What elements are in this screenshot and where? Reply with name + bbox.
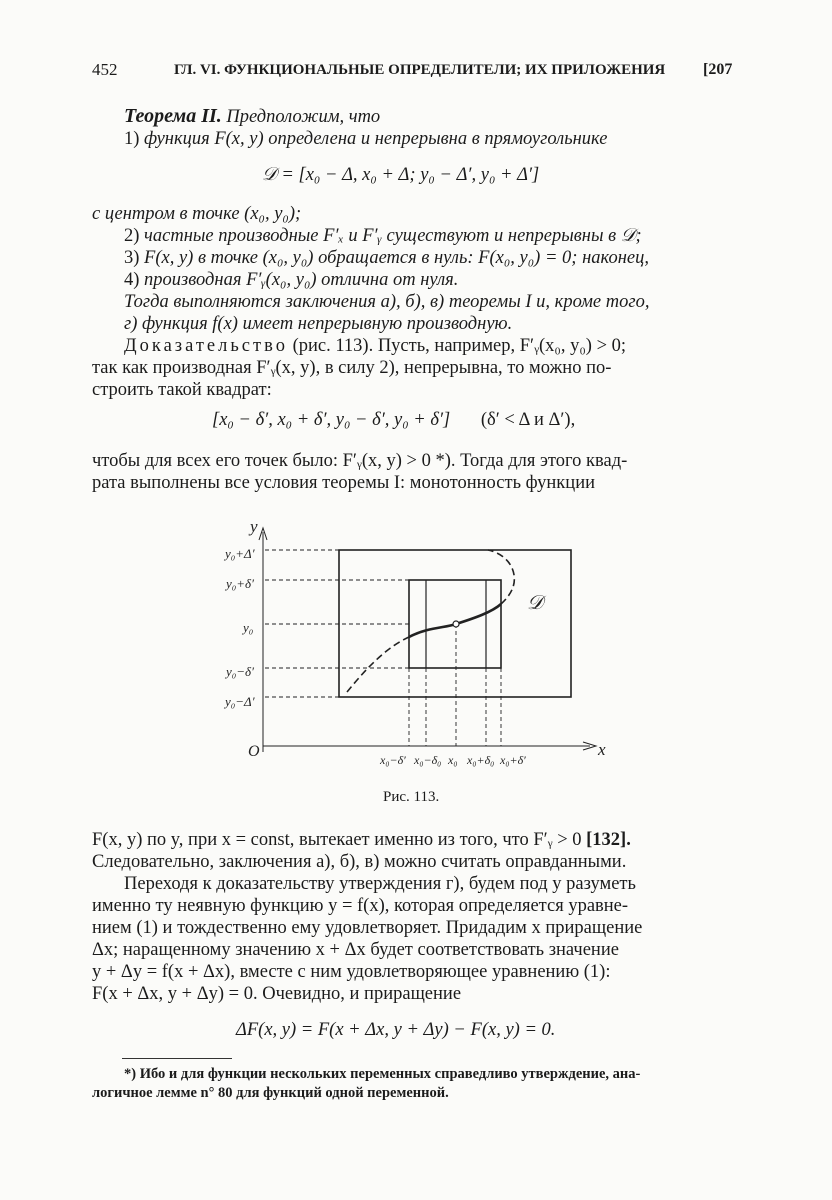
section-number: [207: [703, 61, 733, 78]
proof-line-4: чтобы для всех его точек было: F′ᵧ(x, y) > 0 *). Тогда для этого квад-: [92, 451, 628, 471]
x-label-2: x₀: [448, 753, 458, 767]
point-x0-y0: [453, 621, 459, 627]
square-interval: [x₀ − δ′, x₀ + δ′, y₀ − δ′, y₀ + δ′]: [212, 410, 451, 430]
center-line: с центром в точке (x₀, y₀);: [92, 204, 302, 224]
running-title: ГЛ. VI. ФУНКЦИОНАЛЬНЫЕ ОПРЕДЕЛИТЕЛИ; ИХ ПРИЛОЖЕНИЯ: [174, 62, 666, 78]
footnote-line-2: логичное лемме n° 80 для функций одной переменной.: [92, 1085, 449, 1101]
after-line-1: [92, 829, 631, 851]
x-label-4: x₀+δ′: [500, 753, 526, 767]
y-label-1: y₀+δ′: [226, 576, 254, 591]
region-label: 𝒟: [527, 592, 543, 614]
conclusion-line-1: Тогда выполняются заключения а), б), в) теоремы I и, кроме того,: [124, 292, 650, 312]
curve-left-dashed: [347, 637, 409, 692]
proof-line-1-rest: (рис. 113). Пусть, например, F′ᵧ(x₀, y₀) > 0;: [292, 336, 627, 356]
y-label-4: y₀−Δ′: [225, 694, 255, 709]
condition-text: функция F(x, y) определена и непрерывна в прямоугольнике: [144, 129, 608, 149]
footnote-rule: [122, 1058, 232, 1059]
square-condition: (δ′ < Δ и Δ′),: [480, 410, 576, 430]
after-line-6: Δx; наращенному значению x + Δx будет соответствовать значение: [92, 940, 619, 960]
condition-number: 4): [124, 270, 140, 290]
after-line-8: F(x + Δx, y + Δy) = 0. Очевидно, и приращение: [92, 984, 462, 1004]
after-line-1-ref: [132].: [586, 830, 631, 850]
condition-number: 1): [124, 129, 140, 149]
y-axis-label: y: [250, 517, 258, 536]
proof-line-5: рата выполнены все условия теоремы I: монотонность функции: [92, 473, 595, 493]
after-line-2: Следовательно, заключения а), б), в) можно считать оправданными.: [92, 852, 627, 872]
page-number: 452: [92, 60, 118, 79]
rect-formula: 𝒟 = [x₀ − Δ, x₀ + Δ; y₀ − Δ′, y₀ + Δ′]: [262, 165, 540, 185]
delta-f-formula: ΔF(x, y) = F(x + Δx, y + Δy) − F(x, y) = 0.: [236, 1020, 556, 1040]
condition-text: F(x, y) в точке (x₀, y₀) обращается в нуль: F(x₀, y₀) = 0; наконец,: [144, 248, 649, 268]
conclusion-line-2: г) функция f(x) имеет непрерывную производную.: [124, 314, 513, 334]
x-axis-label: x: [598, 740, 606, 759]
proof-line-3: строить такой квадрат:: [92, 380, 272, 400]
condition-text: частные производные F′ₓ и F′ᵧ существуют и непрерывны в 𝒟;: [144, 226, 642, 246]
after-line-1-text: F(x, y) по y, при x = const, вытекает именно из того, что F′ᵧ > 0: [92, 830, 582, 850]
after-line-3: Переходя к доказательству утверждения г), будем под y разуметь: [124, 874, 636, 894]
curve-solid: [409, 604, 501, 637]
after-line-7: y + Δy = f(x + Δx), вместе с ним удовлетворяющее уравнению (1):: [92, 962, 611, 982]
theorem-intro: Предположим, что: [226, 107, 381, 127]
footnote-line-1: *) Ибо и для функции нескольких переменных справедливо утверждение, ана-: [124, 1066, 641, 1082]
x-label-1: x₀−δ₀: [414, 753, 442, 767]
x-label-0: x₀−δ′: [380, 753, 406, 767]
proof-word: Доказательство: [124, 336, 288, 356]
origin-label: O: [248, 743, 260, 760]
condition-number: 2): [124, 226, 140, 246]
after-line-4: именно ту неявную функцию y = f(x), которая определяется уравне-: [92, 896, 629, 916]
theorem-title: Теорема II.: [124, 105, 222, 127]
after-line-5: нием (1) и тождественно ему удовлетворяет. Придадим x приращение: [92, 918, 643, 938]
x-label-3: x₀+δ₀: [467, 753, 495, 767]
y-label-3: y₀−δ′: [226, 664, 254, 679]
y-label-2: y₀: [243, 620, 254, 635]
proof-line-2: так как производная F′ᵧ(x, y), в силу 2), непрерывна, то можно по-: [92, 358, 612, 378]
y-label-0: y₀+Δ′: [225, 546, 255, 561]
condition-text: производная F′ᵧ(x₀, y₀) отлична от нуля.: [144, 270, 459, 290]
figure-caption: Рис. 113.: [383, 789, 440, 805]
condition-number: 3): [124, 248, 140, 268]
